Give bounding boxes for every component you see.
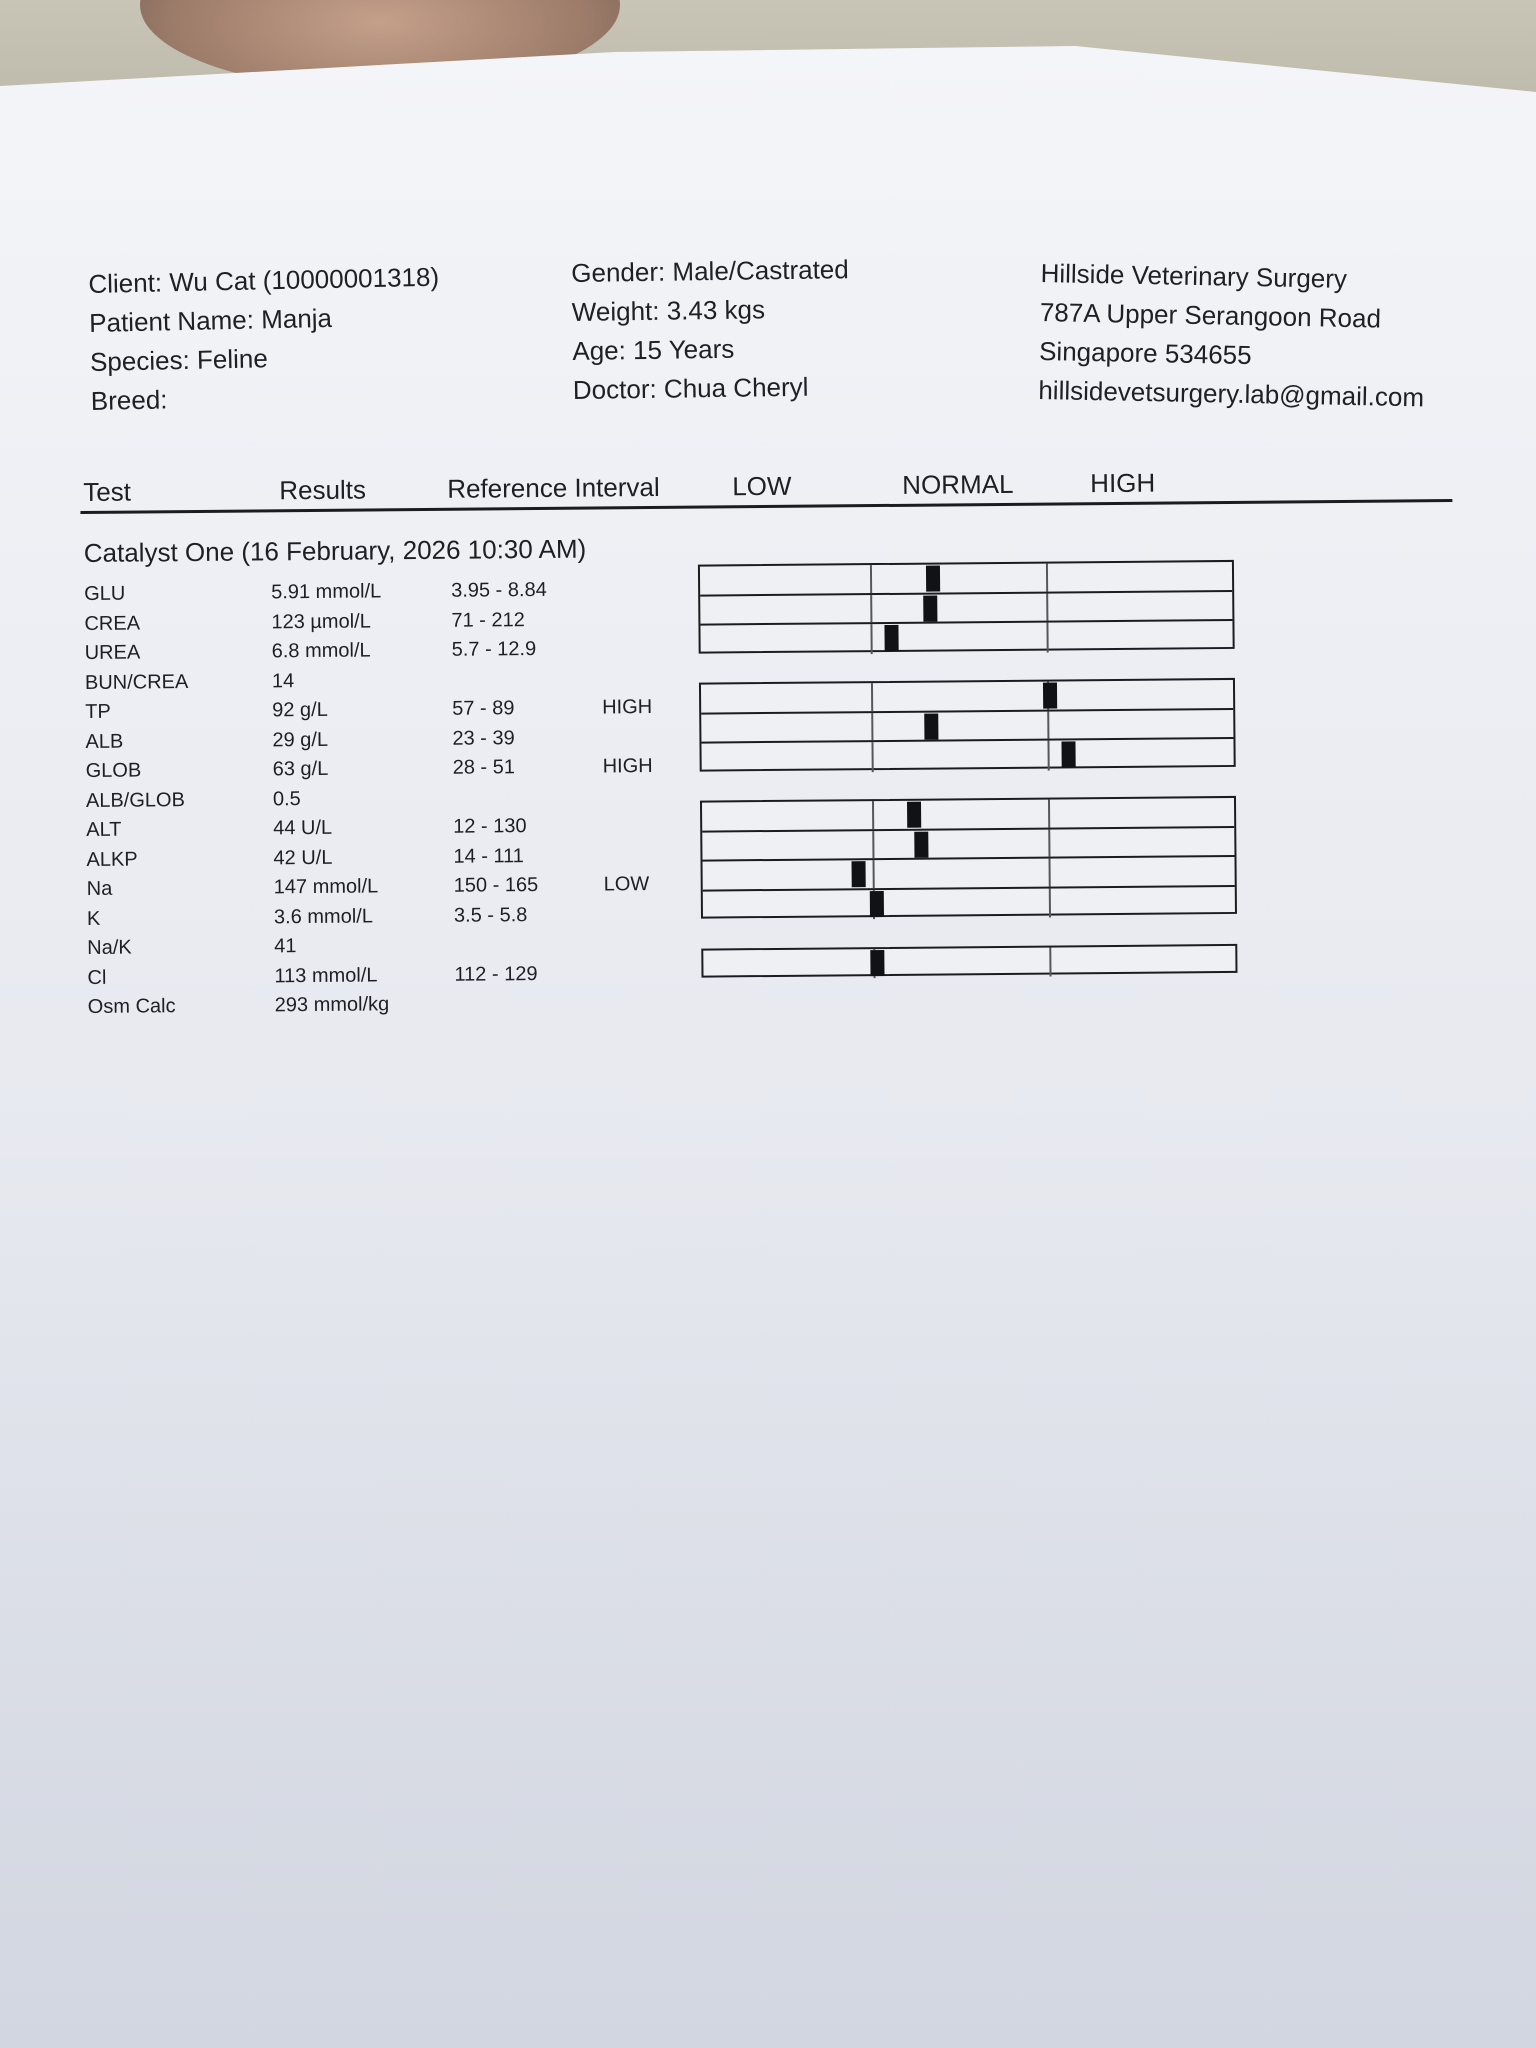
range-divider [872, 801, 874, 829]
range-divider [1049, 888, 1051, 918]
range-divider [1048, 829, 1050, 857]
result-marker [926, 565, 940, 591]
weight-line: Weight: 3.43 kgs [571, 294, 766, 327]
result-marker [924, 713, 938, 739]
test-name: TP [85, 700, 111, 723]
results-table [81, 574, 785, 1023]
range-bar-group [699, 678, 1236, 771]
clinic-email: hillsidevetsurgery.lab@gmail.com [1038, 374, 1425, 413]
result-marker [915, 831, 929, 857]
reference-interval: 150 - 165 [453, 874, 539, 897]
result-marker [923, 595, 937, 621]
test-name: ALB [85, 730, 124, 753]
range-bar-alt [702, 798, 1234, 832]
reference-interval: 3.95 - 8.84 [451, 578, 547, 602]
range-divider [1046, 623, 1048, 653]
range-divider [1047, 711, 1049, 739]
test-name: ALT [86, 818, 122, 841]
gender-line: Gender: Male/Castrated [571, 254, 849, 288]
range-divider [870, 595, 872, 623]
client-line: Client: Wu Cat (10000001318) [88, 261, 440, 299]
result-marker [870, 891, 884, 917]
reference-interval: 57 - 89 [452, 697, 515, 720]
client-info-block [88, 258, 442, 421]
reference-interval: 71 - 212 [451, 608, 525, 632]
range-bar-glu [700, 562, 1232, 596]
test-name: Na [86, 877, 113, 900]
test-result: 14 [271, 669, 295, 692]
test-name: CREA [84, 611, 141, 635]
patient-name-line: Patient Name: Manja [88, 302, 333, 338]
range-bar-na [703, 857, 1235, 891]
test-name: ALB/GLOB [85, 788, 185, 812]
range-bar-tp [701, 680, 1233, 714]
clinic-name: Hillside Veterinary Surgery [1040, 257, 1348, 294]
range-bar-urea [700, 621, 1232, 655]
reference-interval: 14 - 111 [453, 844, 524, 868]
test-name: GLOB [85, 759, 142, 782]
test-result: 293 mmol/kg [274, 993, 390, 1017]
species-line: Species: Feline [89, 343, 269, 377]
test-name: Cl [87, 966, 107, 989]
header-test: Test [83, 476, 132, 507]
patient-info-block [571, 250, 851, 410]
range-bar-crea [700, 591, 1232, 625]
reference-interval: 28 - 51 [452, 756, 516, 779]
clinic-address: 787A Upper Serangoon Road [1039, 296, 1382, 334]
clinic-city: Singapore 534655 [1038, 335, 1252, 371]
range-divider [870, 565, 872, 593]
result-marker [870, 950, 884, 976]
range-divider [1049, 947, 1051, 977]
range-bar-alkp [702, 827, 1234, 861]
range-divider [871, 683, 873, 711]
test-result: 147 mmol/L [273, 875, 379, 899]
range-divider [872, 742, 874, 772]
test-result: 29 g/L [272, 728, 329, 751]
reference-interval: 23 - 39 [452, 726, 515, 750]
test-result: 44 U/L [273, 816, 333, 840]
result-marker [852, 861, 866, 887]
test-result: 42 U/L [273, 846, 333, 869]
range-bar-glob [701, 739, 1233, 773]
test-result: 3.6 mmol/L [273, 904, 374, 928]
range-divider [872, 831, 874, 859]
range-bar-group [698, 560, 1235, 653]
header-normal: NORMAL [902, 468, 1014, 500]
range-divider [873, 860, 875, 888]
test-name: Na/K [87, 936, 132, 959]
result-flag: HIGH [602, 696, 653, 719]
test-result: 5.91 mmol/L [271, 580, 382, 604]
result-marker [1043, 682, 1057, 708]
range-divider [871, 624, 873, 654]
table-row [85, 987, 785, 1023]
reference-interval: 5.7 - 12.9 [451, 638, 537, 661]
test-result: 0.5 [272, 787, 301, 810]
test-result: 113 mmol/L [274, 963, 378, 987]
reference-interval: 112 - 129 [454, 962, 538, 986]
header-results: Results [279, 474, 367, 506]
age-line: Age: 15 Years [572, 333, 735, 366]
range-divider [1046, 593, 1048, 621]
test-name: ALKP [86, 848, 138, 871]
header-high: HIGH [1090, 467, 1156, 499]
doctor-line: Doctor: Chua Cheryl [572, 371, 809, 405]
range-divider [1046, 564, 1048, 592]
reference-interval: 12 - 130 [453, 815, 527, 838]
clinic-info-block [1038, 254, 1427, 417]
range-bar-cl [703, 945, 1235, 979]
test-result: 92 g/L [272, 698, 328, 722]
test-result: 123 µmol/L [271, 609, 371, 633]
header-low: LOW [732, 470, 792, 502]
result-flag: HIGH [602, 755, 653, 778]
result-flag: LOW [603, 873, 650, 896]
section-title: Catalyst One (16 February, 2026 10:30 AM) [83, 533, 587, 568]
test-name: K [86, 907, 101, 930]
breed-line: Breed: [90, 384, 168, 416]
result-marker [907, 802, 921, 828]
range-bar-group [701, 943, 1237, 977]
range-divider [1047, 741, 1049, 771]
range-bar-k [703, 886, 1235, 920]
header-reference: Reference Interval [447, 471, 660, 504]
range-bar-group [700, 796, 1237, 919]
range-divider [1048, 859, 1050, 887]
test-result: 41 [274, 935, 297, 958]
test-name: GLU [84, 582, 126, 605]
range-bar-alb [701, 709, 1233, 743]
result-marker [885, 625, 899, 651]
reference-interval: 3.5 - 5.8 [453, 903, 528, 927]
result-marker [1061, 741, 1075, 767]
range-divider [1048, 800, 1050, 828]
test-name: Osm Calc [87, 995, 176, 1018]
test-result: 6.8 mmol/L [271, 639, 371, 663]
test-name: UREA [84, 641, 141, 664]
range-divider [871, 713, 873, 741]
test-result: 63 g/L [272, 757, 329, 781]
test-name: BUN/CREA [84, 670, 189, 694]
